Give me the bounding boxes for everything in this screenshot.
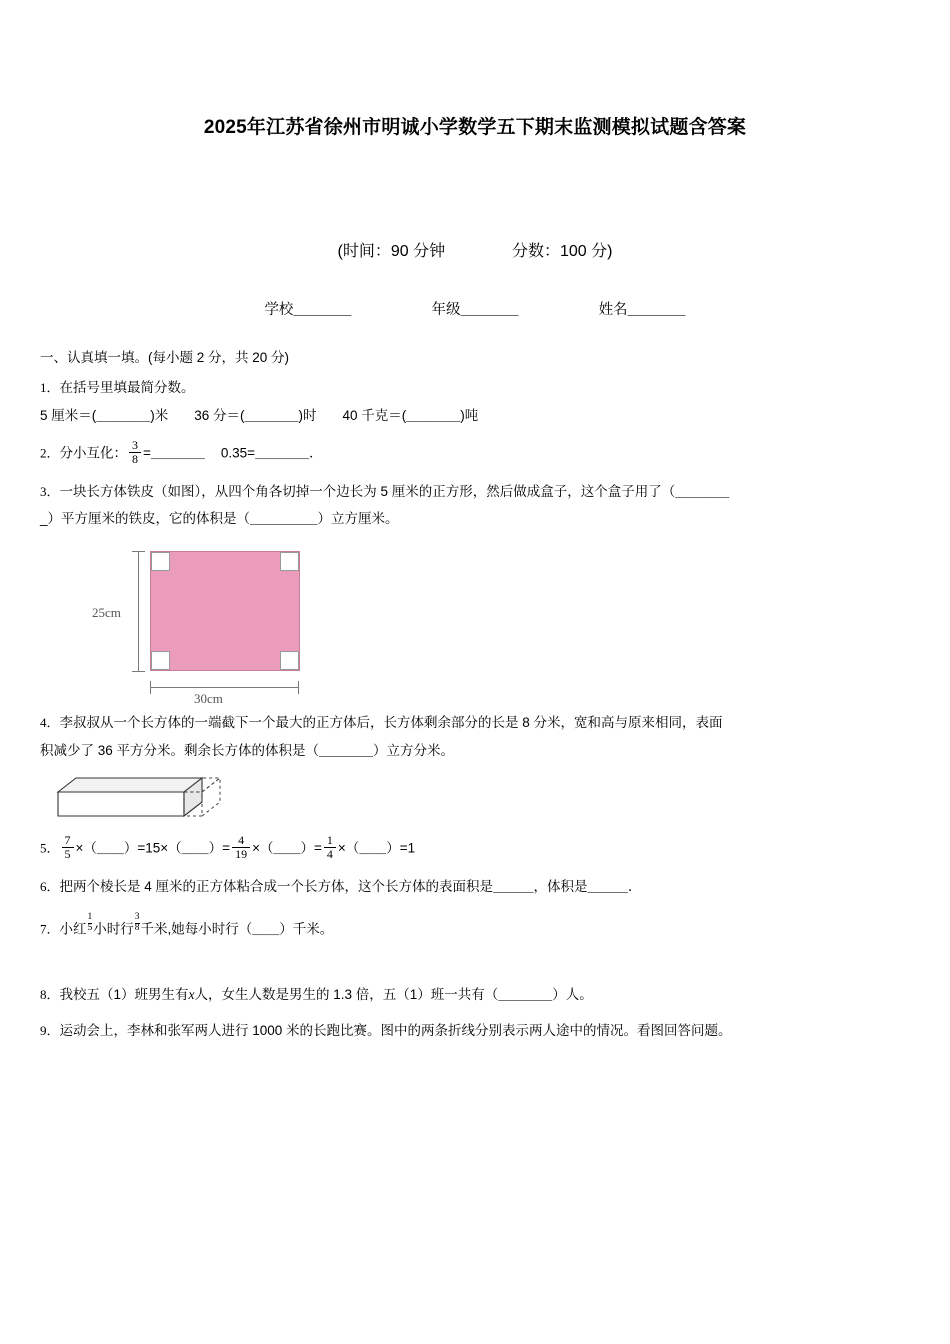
name-field: 姓名＿＿＿＿: [598, 302, 686, 318]
fraction-numerator: 3: [134, 911, 140, 922]
question-8-text-b: 人，女生人数是男生的 1.3 倍，五（1）班一共有（＿＿＿＿）人。: [194, 986, 593, 1002]
cut-corner-bottom-right: [280, 651, 299, 670]
question-4: [40, 711, 918, 735]
question-7-text-c: 千米,她每小时行（＿＿）千米。: [140, 921, 334, 937]
width-cap-left: [150, 681, 151, 694]
width-dimension-line: [150, 687, 298, 688]
question-3: [40, 480, 918, 504]
question-7-text-a: 小红: [59, 921, 87, 937]
question-2: [40, 439, 918, 466]
cut-corner-top-right: [280, 552, 299, 571]
student-fields: [0, 298, 950, 319]
cuboid-svg: [52, 772, 232, 826]
question-9-text: 运动会上，李林和张军两人进行 1000 米的长跑比赛。图中的两条折线分别表示两人途中的情况。看图回答问题。: [59, 1022, 732, 1038]
question-6-text: 把两个棱长是 4 厘米的正方体粘合成一个长方体，这个长方体的表面积是＿＿＿，体积是＿＿＿．: [59, 879, 642, 895]
question-4-text: 李叔叔从一个长方体的一端截下一个最大的正方体后，长方体剩余部分的长是 8 分米，宽和高与原来相同，表面: [59, 714, 723, 730]
fraction-denominator: 8: [134, 922, 140, 933]
exam-time-label: (时间：90 分钟: [337, 243, 446, 260]
question-8-text-a: 我校五（1）班男生有: [59, 986, 189, 1002]
question-5-part2: ×（＿＿）=: [252, 840, 322, 856]
fraction-denominator: 8: [129, 452, 141, 466]
cuboid-figure: [52, 772, 232, 826]
question-3-text: 一块长方体铁皮（如图），从四个角各切掉一个边长为 5 厘米的正方形，然后做成盒子，这个盒子用了（＿＿＿＿: [59, 483, 730, 499]
question-8: [40, 983, 918, 1007]
fraction-1-5: [88, 913, 93, 934]
fraction-numerator: 7: [64, 833, 71, 848]
fraction-3-8: [129, 439, 141, 466]
exam-score-label: 分数：100 分): [512, 243, 613, 260]
fraction-3-8-b: [135, 913, 140, 934]
question-1-text: 在括号里填最简分数。: [59, 379, 195, 395]
fraction-denominator: 4: [324, 847, 336, 861]
question-1-number: 1．: [40, 379, 60, 395]
question-9: [40, 1019, 918, 1043]
question-1-blank-a: 5 厘米＝(＿＿＿＿)米: [40, 407, 169, 423]
fraction-4-19: [232, 834, 250, 861]
question-7: [40, 913, 918, 941]
question-3-continued: _）平方厘米的铁皮，它的体积是（＿＿＿＿＿）立方厘米。: [40, 511, 399, 527]
question-1-blank-b: 36 分＝(＿＿＿＿)时: [194, 407, 317, 423]
question-9-number: 9．: [40, 1022, 60, 1038]
question-5-number: 5．: [40, 840, 60, 856]
question-1-blanks: [40, 406, 918, 427]
question-5-part1: ×（＿＿）=15×（＿＿）=: [75, 840, 231, 856]
question-8-variable: x: [188, 986, 195, 1002]
exam-info: [0, 238, 950, 261]
height-cap-top: [132, 551, 145, 552]
fraction-numerator: 4: [238, 833, 245, 848]
school-field: 学校＿＿＿＿: [264, 302, 352, 318]
question-7-number: 7．: [40, 921, 60, 937]
question-8-number: 8．: [40, 986, 60, 1002]
fraction-1-4: [324, 834, 336, 861]
question-1: [40, 376, 918, 400]
grade-field: 年级＿＿＿＿: [431, 302, 519, 318]
fraction-denominator: 19: [232, 847, 250, 861]
height-dimension-line: [138, 551, 139, 671]
fraction-numerator: 3: [132, 437, 139, 452]
question-4-number: 4．: [40, 714, 60, 730]
fraction-7-5: [62, 834, 74, 861]
question-7-text-b: 小时行: [93, 921, 134, 937]
question-6-number: 6．: [40, 879, 60, 895]
width-cap-right: [298, 681, 299, 694]
section-one-heading: 一、认真填一填。(每小题 2 分，共 20 分): [40, 350, 290, 365]
question-4-continued: 积减少了 36 平方分米。剩余长方体的体积是（＿＿＿＿）立方分米。: [40, 742, 455, 758]
exam-content: [40, 348, 918, 1046]
question-5-part3: ×（＿＿）=1: [337, 840, 416, 856]
fraction-numerator: 1: [87, 911, 93, 922]
question-6: [40, 875, 918, 899]
width-label: 30cm: [194, 690, 223, 706]
sheet-rect: [150, 551, 300, 671]
cut-corner-bottom-left: [151, 651, 170, 670]
question-2-prefix: 分小互化：: [59, 445, 128, 461]
height-cap-bottom: [132, 671, 145, 672]
fraction-denominator: 5: [62, 847, 74, 861]
page-title: 2025年江苏省徐州市明诚小学数学五下期末监测模拟试题含答案: [203, 117, 747, 138]
question-2-mid: =＿＿＿＿: [143, 445, 205, 461]
question-5: [40, 834, 918, 861]
cut-corner-top-left: [151, 552, 170, 571]
fraction-denominator: 5: [87, 922, 93, 933]
fraction-numerator: 1: [326, 833, 333, 848]
height-label: 25cm: [92, 604, 121, 620]
question-2-suffix: 0.35=＿＿＿＿．: [220, 445, 323, 461]
rectangle-sheet-figure: [92, 547, 398, 706]
question-1-blank-c: 40 千克＝(＿＿＿＿)吨: [342, 407, 479, 423]
question-2-number: 2．: [40, 445, 60, 461]
question-3-number: 3．: [40, 483, 60, 499]
